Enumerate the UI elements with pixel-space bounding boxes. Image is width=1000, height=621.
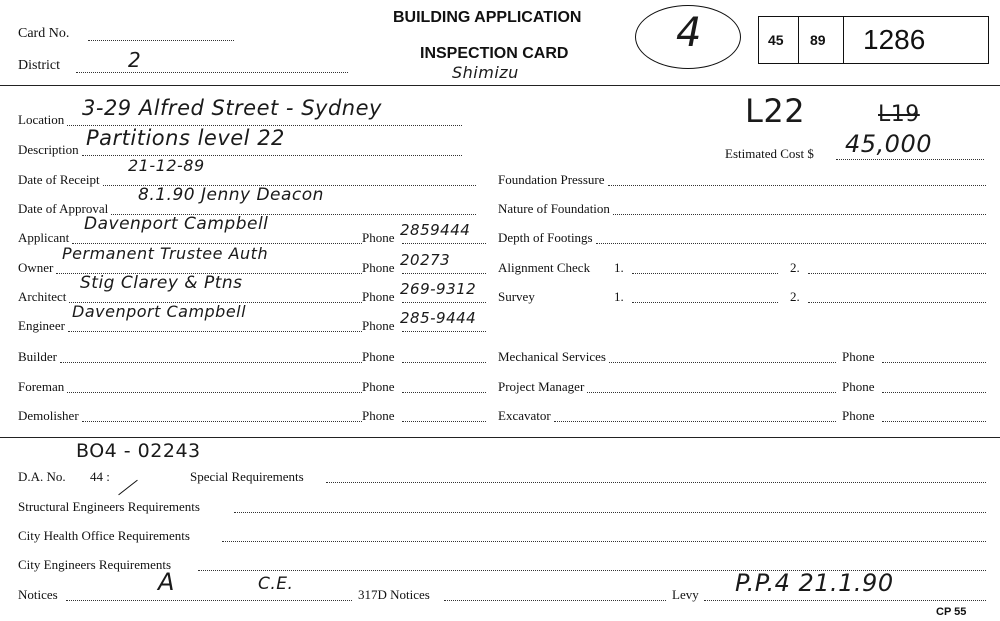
right-label-survey: Survey [498, 289, 535, 304]
card-number: 1286 [863, 24, 926, 55]
field-label-foreman: Foreman [18, 379, 65, 394]
mid-divider [0, 437, 1000, 438]
phone-value-5: 20273 [400, 251, 451, 269]
special-requirements-line [326, 482, 986, 483]
district-label: District [18, 58, 60, 73]
right-label-foundation-pressure: Foundation Pressure [498, 172, 605, 187]
phone-line-6 [402, 302, 486, 303]
box-num2: 89 [810, 32, 826, 48]
city-engineers-label: City Engineers Requirements [18, 557, 172, 572]
right-n1-line-4 [632, 302, 778, 303]
field-label-owner: Owner [18, 260, 54, 275]
right-line-1 [613, 214, 986, 215]
structural-label: Structural Engineers Requirements [18, 499, 200, 514]
phone-line-7 [402, 331, 486, 332]
phone-label-5: Phone [362, 260, 395, 275]
right-label-project-manager: Project Manager [498, 379, 585, 394]
notices-value: A [158, 568, 175, 596]
phone-value-7: 285-9444 [400, 309, 477, 327]
notices-317-line [444, 600, 666, 601]
header-divider [0, 85, 1000, 86]
da-check-mark [118, 480, 138, 496]
district-line [76, 72, 348, 73]
field-line-9 [67, 392, 362, 393]
levy-value: P.P.4 21.1.90 [735, 569, 894, 597]
structural-line [234, 512, 986, 513]
phone-label-9: Phone [362, 379, 395, 394]
health-label: City Health Office Requirements [18, 528, 190, 543]
phone-label-10: Phone [362, 408, 395, 423]
right-line-0 [608, 185, 986, 186]
right-n1-4: 1. [614, 289, 624, 304]
notices-mark: C.E. [258, 574, 294, 594]
right-line-2 [596, 243, 986, 244]
phone-line-8 [402, 362, 486, 363]
phone-line-9 [402, 392, 486, 393]
bo-number: BO4 - 02243 [76, 440, 201, 462]
level-code: L22 [745, 92, 806, 130]
estimated-cost-value: 45,000 [845, 130, 932, 158]
levy-line [704, 600, 986, 601]
field-label-builder: Builder [18, 349, 57, 364]
card-number-box [758, 16, 989, 64]
phone-label-6: Phone [362, 289, 395, 304]
right-line-6 [587, 392, 836, 393]
right-phone-5: Phone [842, 349, 875, 364]
notices-line [66, 600, 352, 601]
title-line1: BUILDING APPLICATION [393, 9, 582, 26]
handwritten-name: Shimizu [452, 63, 519, 82]
field-label-engineer: Engineer [18, 318, 65, 333]
field-value-4: Davenport Campbell [84, 214, 269, 234]
field-value-5: Permanent Trustee Auth [62, 244, 269, 263]
right-n1-line-3 [632, 273, 778, 274]
phone-line-5 [402, 273, 486, 274]
phone-label-7: Phone [362, 318, 395, 333]
district-value: 2 [128, 48, 142, 72]
field-label-architect: Architect [18, 289, 67, 304]
phone-line-4 [402, 243, 486, 244]
card-no-label: Card No. [18, 26, 70, 41]
right-label-alignment-check: Alignment Check [498, 260, 591, 275]
right-n2-3: 2. [790, 260, 800, 275]
special-requirements-label: Special Requirements [190, 469, 304, 484]
right-label-mechanical-services: Mechanical Services [498, 349, 606, 364]
field-value-1: Partitions level 22 [86, 126, 285, 150]
field-value-2: 21-12-89 [128, 156, 205, 175]
circled-number: 4 [676, 10, 702, 56]
field-label-date-of-receipt: Date of Receipt [18, 172, 100, 187]
phone-label-8: Phone [362, 349, 395, 364]
phone-value-6: 269-9312 [400, 280, 477, 298]
estimated-cost-label: Estimated Cost $ [725, 146, 814, 161]
title-line2: INSPECTION CARD [420, 45, 569, 62]
field-line-10 [82, 421, 362, 422]
field-value-6: Stig Clarey & Ptns [80, 273, 243, 293]
right-phone-line-7 [882, 421, 986, 422]
field-label-demolisher: Demolisher [18, 408, 79, 423]
field-value-0: 3-29 Alfred Street - Sydney [82, 96, 382, 120]
levy-label: Levy [672, 587, 699, 602]
da-no-value: 44 : [90, 469, 110, 484]
da-no-label: D.A. No. [18, 469, 66, 484]
field-label-applicant: Applicant [18, 230, 70, 245]
right-label-excavator: Excavator [498, 408, 551, 423]
right-phone-7: Phone [842, 408, 875, 423]
field-label-description: Description [18, 142, 79, 157]
field-value-3: 8.1.90 Jenny Deacon [138, 185, 324, 205]
right-line-7 [554, 421, 836, 422]
right-n2-line-3 [808, 273, 986, 274]
field-line-8 [60, 362, 362, 363]
notices-317-label: 317D Notices [358, 587, 430, 602]
field-label-location: Location [18, 112, 65, 127]
right-label-nature-of-foundation: Nature of Foundation [498, 201, 610, 216]
right-label-depth-of-footings: Depth of Footings [498, 230, 593, 245]
field-line-7 [68, 331, 362, 332]
right-n2-4: 2. [790, 289, 800, 304]
field-label-date-of-approval: Date of Approval [18, 201, 109, 216]
right-phone-6: Phone [842, 379, 875, 394]
form-code: CP 55 [936, 606, 967, 618]
right-n1-3: 1. [614, 260, 624, 275]
right-line-5 [609, 362, 836, 363]
box-num1: 45 [768, 32, 784, 48]
right-n2-line-4 [808, 302, 986, 303]
health-line [222, 541, 986, 542]
estimated-cost-line [836, 159, 984, 160]
right-phone-line-6 [882, 392, 986, 393]
phone-label-4: Phone [362, 230, 395, 245]
phone-value-4: 2859444 [400, 221, 471, 239]
box-divider-2 [843, 17, 844, 63]
right-phone-line-5 [882, 362, 986, 363]
struck-code: L19 [878, 102, 920, 127]
field-value-7: Davenport Campbell [72, 302, 247, 321]
card-no-line [88, 40, 234, 41]
phone-line-10 [402, 421, 486, 422]
notices-label: Notices [18, 587, 58, 602]
box-divider-1 [798, 17, 799, 63]
